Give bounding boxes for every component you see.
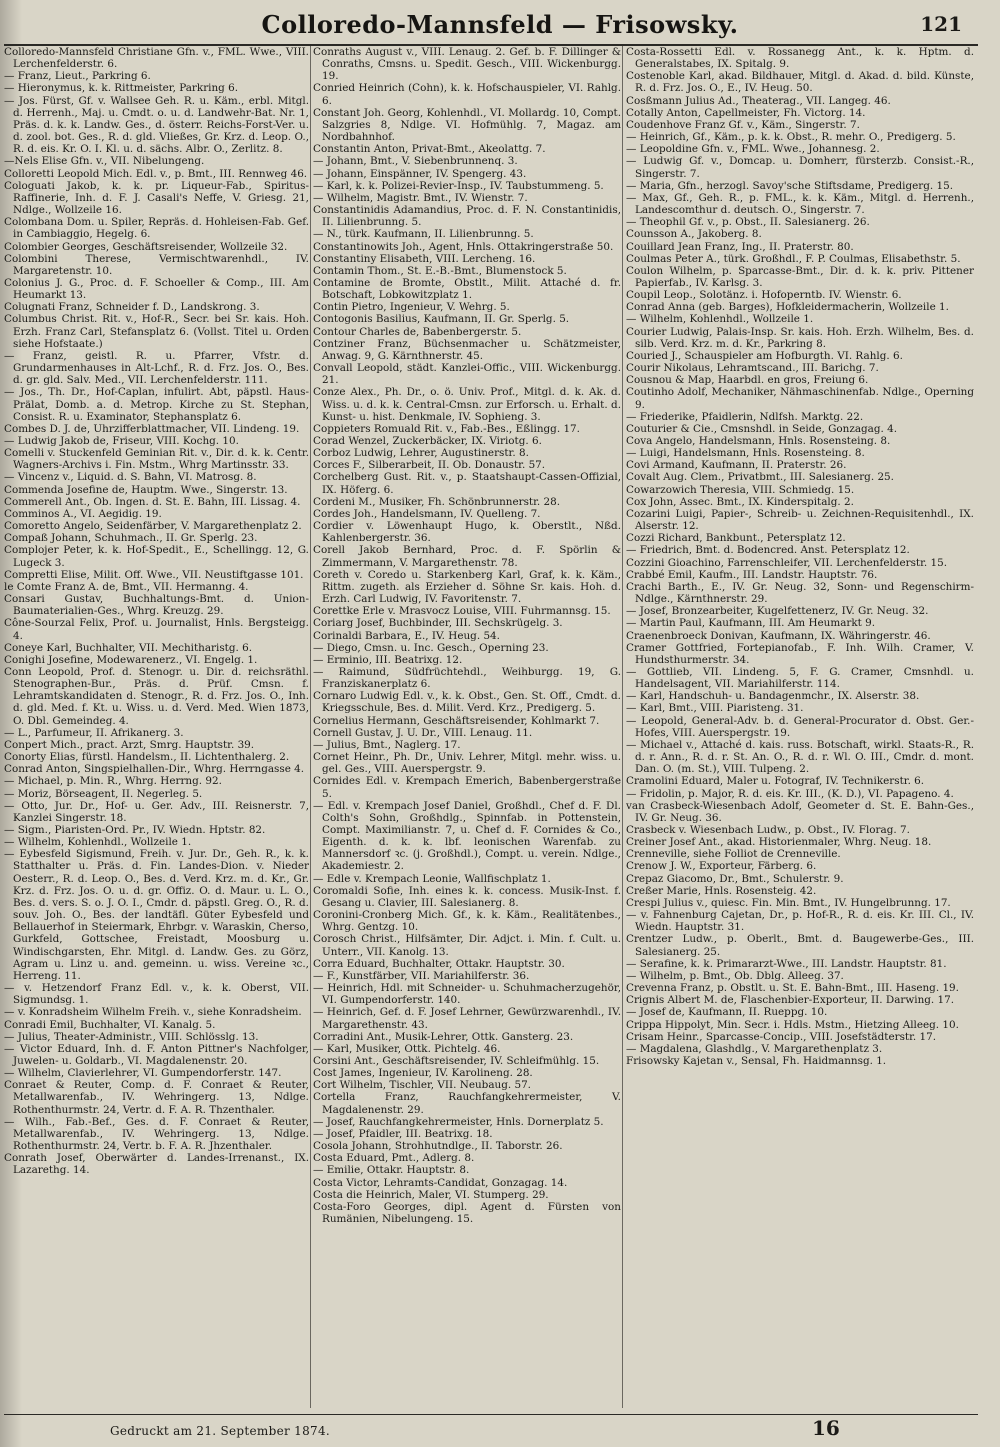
directory-entry: — L., Parfumeur, II. Afrikanerg. 3. bbox=[4, 726, 184, 739]
footer-rule bbox=[4, 1414, 978, 1415]
directory-entry: Colombier Georges, Geschäftsreisender, Wollzeile 32. bbox=[4, 240, 288, 253]
directory-entry: van Crasbeck-Wiesenbach Adolf, Geometer d. St. E. Bahn-Ges., IV. Gr. Neug. 36. bbox=[626, 799, 974, 824]
directory-entry: — Wilhelm, Magistr. Bmt., IV. Wienstr. 7. bbox=[313, 191, 528, 204]
directory-entry: — Karl, Musiker, Ottk. Pichtelg. 46. bbox=[313, 1042, 501, 1055]
directory-entry: Corradini Ant., Musik-Lehrer, Ottk. Gansterg. 23. bbox=[313, 1030, 574, 1043]
directory-entry: Convall Leopold, städt. Kanzlei-Offic., VIII. Wickenburgg. 21. bbox=[313, 362, 621, 387]
directory-entry: Cotally Anton, Capellmeister, Fh. Victorg. 14. bbox=[626, 106, 866, 119]
directory-entry: Cornaro Ludwig Edl. v., k. k. Obst., Gen. St. Off., Cmdt. d. Kriegsschule, Bes. d. Milit. Verd. Krz., Predigerg. 5. bbox=[313, 690, 621, 715]
directory-entry: — Luigi, Handelsmann, Hnls. Rosensteing. 8. bbox=[626, 447, 865, 460]
directory-entry: Corell Jakob Bernhard, Proc. d. F. Spörlin & Zimmermann, V. Margarethenstr. 78. bbox=[313, 544, 621, 569]
directory-entry: — Karl, Bmt., VIII. Piaristeng. 31. bbox=[626, 702, 804, 715]
directory-entry: Cortella Franz, Rauchfangkehrermeister, V. Magdalenenstr. 29. bbox=[313, 1091, 621, 1116]
signature-mark: 16 bbox=[812, 1416, 840, 1440]
directory-entry: Cornet Heinr., Ph. Dr., Univ. Lehrer, Mitgl. mehr. wiss. u. gel. Ges., VIII. Auerspergstr. 9. bbox=[313, 751, 621, 776]
running-title: Colloredo-Mannsfeld — Frisowsky. bbox=[261, 10, 739, 39]
directory-entry: Cox John, Assec. Bmt., IX. Kinderspitalg. 2. bbox=[626, 495, 854, 508]
directory-columns bbox=[4, 46, 976, 1408]
directory-entry: Crepaz Giacomo, Dr., Bmt., Schulerstr. 9. bbox=[626, 872, 844, 885]
directory-entry: Cosßmann Julius Ad., Theaterag., VII. Langeg. 46. bbox=[626, 94, 891, 107]
directory-entry: — Serafine, k. k. Primararzt-Wwe., III. Landstr. Hauptstr. 81. bbox=[626, 957, 947, 970]
directory-entry: Contziner Franz, Büchsenmacher u. Schätzmeister, Anwag. 9, G. Kärnthnerstr. 45. bbox=[313, 337, 621, 362]
column-divider bbox=[310, 46, 311, 1408]
directory-entry: Columbus Christ. Rit. v., Hof-R., Secr. bei Sr. kais. Hoh. Erzh. Franz Carl, Stefansplatz 6. (Vollst. Titel u. Orden siehe Hofstaate.) bbox=[4, 313, 309, 350]
directory-entry: — Ludwig Gf. v., Domcap. u. Domherr, fürsterzb. Consist.-R., Singerstr. 7. bbox=[626, 155, 974, 180]
directory-entry: Conried Heinrich (Cohn), k. k. Hofschauspieler, VI. Rahlg. 6. bbox=[313, 82, 621, 107]
directory-entry: Coppieters Romuald Rit. v., Fab.-Bes., Eßlingg. 17. bbox=[313, 422, 580, 435]
directory-entry: Creiner Josef Ant., akad. Historienmaler, Whrg. Neug. 18. bbox=[626, 836, 932, 849]
directory-entry: — v. Konradsheim Wilhelm Freih. v., siehe Konradsheim. bbox=[4, 1006, 302, 1019]
directory-entry: Constantinowits Joh., Agent, Hnls. Ottakringerstraße 50. bbox=[313, 240, 614, 253]
directory-entry: Cramolini Eduard, Maler u. Fotograf, IV. Technikerstr. 6. bbox=[626, 775, 925, 788]
directory-entry: Corces F., Silberarbeit, II. Ob. Donaustr. 57. bbox=[313, 459, 546, 472]
directory-entry: Corsini Ant., Geschäftsreisender, IV. Schleifmühlg. 15. bbox=[313, 1054, 600, 1067]
directory-entry: — Karl, k. k. Polizei-Revier-Insp., IV. Taubstummeng. 5. bbox=[313, 179, 604, 192]
directory-entry: — Heinrich, Gf., Käm., p. k. k. Obst., R. mehr. O., Predigerg. 5. bbox=[626, 131, 956, 144]
directory-entry: Cornell Gustav, J. U. Dr., VIII. Lenaug. 11. bbox=[313, 726, 533, 739]
directory-entry: — v. Hetzendorf Franz Edl. v., k. k. Oberst, VII. Sigmundsg. 1. bbox=[4, 982, 309, 1007]
directory-entry: Corosch Christ., Hilfsämter, Dir. Adjct. i. Min. f. Cult. u. Unterr., VII. Kanolg. 13. bbox=[313, 933, 621, 958]
directory-entry: Coneye Karl, Buchhalter, VII. Mechitharistg. 6. bbox=[4, 641, 252, 654]
directory-entry: — Victor Eduard, Inh. d. F. Anton Pittner's Nachfolger, Juwelen- u. Goldarb., VI. Magdalenenstr. 20. bbox=[4, 1042, 309, 1067]
directory-entry: — Eybesfeld Sigismund, Freih. v. Jur. Dr., Geh. R., k. k. Statthalter u. Präs. d. Fin. Landes-Dion. v. Nieder Oesterr., R. d. Leop. O., Bes. d. Verd. Krz. m. d. Kr., Gr. Krz. d. Frz. Jos. O. u. d. gr. Offiz. O. d. Maur. u. L. O., Bes. d. vers. S. o. J. O. I., Cmdr. d. päpstl. Greg. O., R. d. souv. Joh. O., Bes. der landtäfl. Güter Eybesfeld und Bellauerhof in Steiermark, Ehrbgr. v. Waraskin, Cherso, Gurkfeld, Gottschee, Freistadt, Moosburg u. Windischgarsten, Ehr. Mitgl. d. Landw. Ges. zu Görz, Agram u. Linz u. and. gemeinn. u. wiss. Vereine ꝛc., Herreng. 11. bbox=[4, 848, 309, 982]
directory-entry: — Fridolin, p. Major, R. d. eis. Kr. III., (K. D.), VI. Papageno. 4. bbox=[626, 787, 954, 800]
directory-entry: Conorty Elias, fürstl. Handelsm., II. Lichtenthalerg. 2. bbox=[4, 751, 290, 764]
directory-entry: Comminos A., VI. Aegidig. 19. bbox=[4, 507, 162, 520]
directory-entry: — Leopoldine Gfn. v., FML. Wwe., Johannesg. 2. bbox=[626, 143, 880, 156]
directory-entry: Coriarg Josef, Buchbinder, III. Sechskrügelg. 3. bbox=[313, 617, 563, 630]
directory-entry: Crisam Heinr., Sparcasse-Concip., VIII. Josefstädterstr. 17. bbox=[626, 1030, 937, 1043]
directory-entry: — Michael, p. Min. R., Whrg. Herrng. 92. bbox=[4, 775, 222, 788]
directory-entry: Crasbeck v. Wiesenbach Ludw., p. Obst., IV. Florag. 7. bbox=[626, 824, 910, 836]
directory-entry: Cône-Sourzal Felix, Prof. u. Journalist, Hnls. Bergsteigg. 4. bbox=[4, 617, 309, 642]
directory-entry: — Wilhelm, Kohlenhdl., Wollzeile 1. bbox=[4, 836, 192, 849]
directory-entry: Corchelberg Gust. Rit. v., p. Staatshaupt-Cassen-Offizial, IX. Höferg. 6. bbox=[313, 471, 621, 496]
directory-entry: — Heinrich, Hdl. mit Schneider- u. Schuhmacherzugehör, VI. Gumpendorferstr. 140. bbox=[313, 982, 621, 1007]
directory-entry: — Friederike, Pfaidlerin, Ndlfsh. Marktg. 22. bbox=[626, 410, 864, 423]
directory-entry: Crentzer Ludw., p. Oberlt., Bmt. d. Baugewerbe-Ges., III. Salesianerg. 25. bbox=[626, 933, 974, 958]
directory-entry: Cordeni M., Musiker, Fh. Schönbrunnerstr. 28. bbox=[313, 495, 561, 508]
directory-entry: Cozzi Richard, Bankbunt., Petersplatz 12. bbox=[626, 532, 846, 545]
column-1 bbox=[4, 46, 309, 1408]
directory-entry: — Josef, Pfaidler, III. Beatrixg. 18. bbox=[313, 1127, 493, 1140]
column-3 bbox=[626, 46, 974, 1408]
directory-entry: Colombini Therese, Vermischtwarenhdl., IV. Margaretenstr. 10. bbox=[4, 252, 309, 277]
directory-entry: Consari Gustav, Buchhaltungs-Bmt. d. Union-Baumaterialien-Ges., Whrg. Kreuzg. 29. bbox=[4, 593, 309, 618]
column-2 bbox=[313, 46, 621, 1408]
directory-entry: Constant Joh. Georg, Kohlenhdl., VI. Mollardg. 10, Compt. Salzgries 8, Ndlge. VI. Hofmühlg. 7, Magaz. am Nordbahnhof. bbox=[313, 106, 621, 144]
directory-entry: — F., Kunstfärber, VII. Mariahilferstr. 36. bbox=[313, 969, 530, 982]
directory-entry: Conighi Josefine, Modewarenerz., VI. Engelg. 1. bbox=[4, 653, 258, 666]
directory-entry: — Moriz, Börseagent, II. Negerleg. 5. bbox=[4, 787, 203, 800]
directory-entry: Couturier & Cie., Cmsnshdl. in Seide, Gonzagag. 4. bbox=[626, 422, 898, 435]
directory-entry: — Leopold, General-Adv. b. d. General-Procurator d. Obst. Ger.-Hofes, VIII. Auerspergstr. 19. bbox=[626, 714, 974, 739]
running-head bbox=[0, 4, 1000, 44]
directory-entry: — Sigm., Piaristen-Ord. Pr., IV. Wiedn. Hptstr. 82. bbox=[4, 824, 266, 836]
directory-entry: Cova Angelo, Handelsmann, Hnls. Rosensteing. 8. bbox=[626, 435, 891, 447]
directory-entry: Costa Victor, Lehramts-Candidat, Gonzagag. 14. bbox=[313, 1176, 568, 1189]
directory-entry: Colonius J. G., Proc. d. F. Schoeller & Comp., III. Am Heumarkt 13. bbox=[4, 276, 309, 302]
directory-entry: Combes D. J. de, Uhrzifferblattmacher, VII. Lindeng. 19. bbox=[4, 422, 300, 435]
directory-entry: Coutinho Adolf, Mechaniker, Nähmaschinenfab. Ndlge., Operning 9. bbox=[626, 386, 974, 411]
directory-entry: Commerell Ant., Ob. Ingen. d. St. E. Bahn, III. Lissag. 4. bbox=[4, 495, 301, 508]
directory-entry: — Gottlieb, VII. Lindeng. 5, F. G. Cramer, Cmsnhdl. u. Handelsagent, VII. Mariahilferstr. 114. bbox=[626, 665, 974, 691]
directory-entry: Couried J., Schauspieler am Hofburgth. VI. Rahlg. 6. bbox=[626, 349, 903, 362]
directory-entry: Cosola Johann, Strohhutndlge., II. Taborstr. 26. bbox=[313, 1140, 563, 1153]
directory-entry: — Franz, Lieut., Parkring 6. bbox=[4, 70, 151, 83]
directory-entry: — Heinrich, Gef. d. F. Josef Lehrner, Gewürzwarenhdl., IV. Margarethenstr. 43. bbox=[313, 1006, 621, 1031]
directory-entry: — Wilh., Fab.-Bef., Ges. d. F. Conraet & Reuter, Metallwarenfab., IV. Wehringerg. 13, Ndlge. Rothenthurmstr. 24, Vertr. b. F. A. R. Jhzenthaler. bbox=[4, 1115, 309, 1153]
directory-entry: Coromaldi Sofie, Inh. eines k. k. concess. Musik-Inst. f. Gesang u. Clavier, III. Salesianerg. 8. bbox=[313, 884, 621, 909]
directory-entry: Crevenna Franz, p. Obstlt. u. St. E. Bahn-Bmt., III. Haseng. 19. bbox=[626, 982, 959, 995]
directory-entry: Colugnati Franz, Schneider f. D., Landskrong. 3. bbox=[4, 301, 260, 314]
directory-entry: Cozarini Luigi, Papier-, Schreib- u. Zeichnen-Requisitenhdl., IX. Alserstr. 12. bbox=[626, 507, 974, 533]
directory-entry: — Karl, Handschuh- u. Bandagenmchr., IX. Alserstr. 38. bbox=[626, 690, 920, 703]
directory-entry: Constantinidis Adamandius, Proc. d. F. N. Constantinidis, II. Lilienbrunng. 5. bbox=[313, 204, 621, 229]
directory-entry: Conrad Anna (geb. Barges), Hofkleidermacherin, Wollzeile 1. bbox=[626, 301, 949, 314]
directory-entry: Cost James, Ingenieur, IV. Karolineng. 28. bbox=[313, 1067, 533, 1080]
directory-entry: Crippa Hippolyt, Min. Secr. i. Hdls. Mstm., Hietzing Alleeg. 10. bbox=[626, 1018, 959, 1031]
directory-entry: — Max, Gf., Geh. R., p. FML., k. k. Käm., Mitgl. d. Herrenh., Landescomthur d. deutsch. O., Singerstr. 7. bbox=[626, 191, 974, 217]
directory-entry: Frisowsky Kajetan v., Sensal, Fh. Haidmannsg. 1. bbox=[626, 1054, 887, 1067]
directory-entry: Covalt Aug. Clem., Privatbmt., III. Salesianerg. 25. bbox=[626, 471, 894, 484]
directory-entry: Coupil Leop., Solotänz. i. Hofoperntb. IV. Wienstr. 6. bbox=[626, 289, 902, 302]
directory-entry: Conrath Josef, Oberwärter d. Landes-Irrenanst., IX. Lazarethg. 14. bbox=[4, 1152, 309, 1177]
directory-entry: — Maria, Gfn., herzogl. Savoy'sche Stiftsdame, Predigerg. 15. bbox=[626, 179, 954, 192]
directory-entry: Costa-Foro Georges, dipl. Agent d. Fürsten von Rumänien, Nibelungeng. 15. bbox=[313, 1200, 621, 1225]
directory-entry: Compaß Johann, Schuhmach., II. Gr. Sperlg. 23. bbox=[4, 532, 258, 545]
directory-entry: Compretti Elise, Milit. Off. Wwe., VII. Neustiftgasse 101. bbox=[4, 568, 304, 581]
directory-entry: — Josef, Bronzearbeiter, Kugelfettenerz, IV. Gr. Neug. 32. bbox=[626, 605, 929, 618]
directory-entry: Conrad Anton, Singspielhallen-Dir., Whrg. Herrngasse 4. bbox=[4, 763, 305, 776]
directory-entry: — Otto, Jur. Dr., Hof- u. Ger. Adv., III. Reisnerstr. 7, Kanzlei Singerstr. 18. bbox=[4, 799, 309, 824]
directory-entry: — Josef, Rauchfangkehrermeister, Hnls. Dornerplatz 5. bbox=[313, 1115, 604, 1128]
directory-entry: Corad Wenzel, Zuckerbäcker, IX. Viriotg. 6. bbox=[313, 435, 542, 447]
directory-entry: Colombana Dom. u. Spiler, Repräs. d. Hohleisen-Fab. Gef. in Cambiaggio, Hegelg. 6. bbox=[4, 216, 309, 241]
directory-entry: Conraet & Reuter, Comp. d. F. Conraet & Reuter, Metallwarenfab., IV. Wehringerg. 13, Ndlge. Rothenthurmstr. 24, Vertr. d. F. A. R. Thzenthaler. bbox=[4, 1079, 309, 1116]
directory-entry: Coronini-Cronberg Mich. Gf., k. k. Käm., Realitätenbes., Whrg. Gentzg. 10. bbox=[313, 909, 621, 934]
print-date-note: Gedruckt am 21. September 1874. bbox=[110, 1424, 331, 1438]
directory-entry: — Jos. Fürst, Gf. v. Wallsee Geh. R. u. Käm., erbl. Mitgl. d. Herrenh., Maj. u. Cmdt. o. u. d. Landwehr-Bat. Nr. 1, Präs. d. k. k. Landw. Ges., d. österr. Reichs-Forst-Ver. u. d. zool. bot. Ges., R. d. gld. Vließes, Gr. Krz. d. Leop. O., R. d. eis. Kr. O. I. Kl. u. d. sächs. Albr. O., Zerlitz. 8. bbox=[4, 94, 309, 156]
directory-entry: Corra Eduard, Buchhalter, Ottakr. Hauptstr. 30. bbox=[313, 957, 565, 970]
directory-entry: Cologuati Jakob, k. k. pr. Liqueur-Fab., Spiritus-Raffinerie, Inh. d. F. J. Casali's Neffe, V. Griesg. 21, Ndlge., Wollzeile 16. bbox=[4, 179, 309, 217]
directory-entry: Crignis Albert M. de, Flaschenbier-Exporteur, II. Darwing. 17. bbox=[626, 994, 955, 1007]
directory-entry: Cort Wilhelm, Tischler, VII. Neubaug. 57. bbox=[313, 1079, 531, 1092]
directory-entry: — Diego, Cmsn. u. Inc. Gesch., Operning 23. bbox=[313, 641, 549, 654]
directory-entry: Comoretto Angelo, Seidenfärber, V. Margarethenplatz 2. bbox=[4, 520, 302, 533]
directory-entry: — Jos., Th. Dr., Hof-Caplan, infulirt. Abt, päpstl. Haus-Prälat, Domb. a. d. Metrop. Kirche zu St. Stephan, Consist. R. u. Examinator, Stephansplatz 6. bbox=[4, 386, 309, 423]
directory-entry: — Erminio, III. Beatrixg. 12. bbox=[313, 653, 463, 666]
directory-entry: — Edle v. Krempach Leonie, Wallfischplatz 1. bbox=[313, 872, 551, 885]
directory-entry: Contamin Thom., St. E.-B.-Bmt., Blumenstock 5. bbox=[313, 264, 567, 277]
directory-entry: — Vincenz v., Liquid. d. S. Bahn, VI. Matrosg. 8. bbox=[4, 471, 257, 484]
directory-entry: Cordes Joh., Handelsmann, IV. Quelleng. 7. bbox=[313, 507, 541, 520]
directory-entry: Constantiny Elisabeth, VIII. Lercheng. 16. bbox=[313, 252, 536, 265]
directory-entry: — Emilie, Ottakr. Hauptstr. 8. bbox=[313, 1164, 470, 1177]
directory-entry: Counsson A., Jakoberg. 8. bbox=[626, 228, 762, 241]
directory-entry: Corboz Ludwig, Lehrer, Augustinerstr. 8. bbox=[313, 447, 529, 460]
directory-entry: Cornides Edl. v. Krempach Emerich, Babenbergerstraße 5. bbox=[313, 775, 621, 800]
directory-entry: — Julius, Theater-Administr., VIII. Schlösslg. 13. bbox=[4, 1030, 259, 1043]
directory-entry: — Magdalena, Glashdlg., V. Margarethenplatz 3. bbox=[626, 1042, 883, 1055]
directory-entry: — Friedrich, Bmt. d. Bodencred. Anst. Petersplatz 12. bbox=[626, 544, 910, 557]
directory-entry: Costa-Rossetti Edl. v. Rossanegg Ant., k. k. Hptm. d. Generalstabes, IX. Spitalg. 9. bbox=[626, 46, 974, 71]
directory-entry: Covi Armand, Kaufmann, II. Praterstr. 26. bbox=[626, 459, 847, 472]
directory-entry: Cramer Gottfried, Fortepianofab., F. Inh. Wilh. Cramer, V. Hundsthurmerstr. 34. bbox=[626, 641, 974, 666]
directory-entry: Colloredo-Mannsfeld Christiane Gfn. v., FML. Wwe., VIII. Lerchenfelderstr. 6. bbox=[4, 46, 309, 71]
directory-entry: Corinaldi Barbara, E., IV. Heug. 54. bbox=[313, 629, 500, 642]
directory-entry: — Josef de, Kaufmann, II. Rueppg. 10. bbox=[626, 1006, 828, 1019]
directory-entry: — Raimund, Südfrüchtehdl., Weihburgg. 19, G. Franziskanerplatz 6. bbox=[313, 665, 621, 691]
directory-entry: Crachi Barth., E., IV. Gr. Neug. 32, Sonn- und Regenschirm-Ndlge., Kärnthnerstr. 29. bbox=[626, 580, 974, 606]
directory-entry: Cordier v. Löwenhaupt Hugo, k. Oberstlt., Nßd. Kahlenbergerstr. 36. bbox=[313, 520, 621, 545]
directory-entry: Comelli v. Stuckenfeld Geminian Rit. v., Dir. d. k. k. Centr. Wagners-Archivs i. Fin. Mstm., Whrg Martinsstr. 33. bbox=[4, 447, 309, 472]
directory-entry: — Ludwig Jakob de, Friseur, VIII. Kochg. 10. bbox=[4, 435, 239, 447]
directory-entry: Corettke Erle v. Mrasvocz Louise, VIII. Fuhrmannsg. 15. bbox=[313, 605, 611, 618]
page-number: 121 bbox=[920, 12, 962, 36]
directory-entry: Cousnou & Map, Haarbdl. en gros, Freiung 6. bbox=[626, 374, 869, 387]
directory-entry: — Michael v., Attaché d. kais. russ. Botschaft, wirkl. Staats-R., R. d. r. Ann., R. d. r. St. An. O., R. d. r. Wl. O. III., Cmdr. d. mont. Dan. O. (m. St.), VIII. Tulpeng. 2. bbox=[626, 738, 974, 776]
directory-entry: Costa Eduard, Pmt., Adlerg. 8. bbox=[313, 1152, 475, 1165]
directory-entry: Coulmas Peter A., türk. Großhdl., F. P. Coulmas, Elisabethstr. 5. bbox=[626, 252, 961, 265]
directory-entry: Coulon Wilhelm, p. Sparcasse-Bmt., Dir. d. k. k. priv. Pittener Papierfab., IV. Karlsg. 3. bbox=[626, 264, 974, 289]
directory-entry: Craenenbroeck Donivan, Kaufmann, IX. Währingerstr. 46. bbox=[626, 629, 931, 642]
directory-entry: Conraths August v., VIII. Lenaug. 2. Gef. b. F. Dillinger & Conraths, Cmsns. u. Spedit. Gesch., VIII. Wickenburgg. 19. bbox=[313, 46, 621, 83]
directory-entry: Commenda Josefine de, Hauptm. Wwe., Singerstr. 13. bbox=[4, 483, 288, 496]
directory-entry: — Franz, geistl. R. u. Pfarrer, Vfstr. d. Grundarmenhauses in Alt-Lchf., R. d. Frz. Jos. O., Bes. d. gr. gld. Salv. Med., VII. Lerchenfelderstr. 111. bbox=[4, 349, 309, 387]
directory-entry: — Wilhelm, Kohlenhdl., Wollzeile 1. bbox=[626, 313, 814, 326]
directory-entry: Contamine de Bromte, Obstlt., Milit. Attaché d. fr. Botschaft, Lobkowitzplatz 1. bbox=[313, 276, 621, 302]
directory-entry: — Julius, Bmt., Naglerg. 17. bbox=[313, 738, 461, 751]
directory-entry: Crespi Julius v., quiesc. Fin. Min. Bmt., IV. Hungelbrunng. 17. bbox=[626, 896, 951, 909]
page-footer bbox=[0, 1408, 1000, 1447]
directory-entry: le Comte Franz A. de, Bmt., VII. Hermanng. 4. bbox=[4, 580, 249, 593]
directory-entry: — N., türk. Kaufmann, II. Lilienbrunng. 5. bbox=[313, 228, 534, 241]
directory-entry: Couillard Jean Franz, Ing., II. Praterstr. 80. bbox=[626, 240, 854, 253]
column-divider bbox=[622, 46, 623, 1408]
directory-entry: — Wilhelm, p. Bmt., Ob. Dblg. Alleeg. 37. bbox=[626, 969, 844, 982]
directory-entry: Crenow J. W., Exporteur, Färberg. 6. bbox=[626, 860, 817, 873]
directory-entry: — Theophil Gf. v., p. Obst., II. Salesianerg. 26. bbox=[626, 216, 870, 229]
directory-entry: Coreth v. Coredo u. Starkenberg Karl, Graf, k. k. Käm., Rittm. zugeth. als Erzieher d. Söhne Sr. kais. Hoh. d. Erzh. Carl Ludwig, IV. Favoritenstr. 7. bbox=[313, 568, 621, 606]
directory-entry: Creßer Marie, Hnls. Rosensteig. 42. bbox=[626, 884, 817, 897]
directory-entry: Conn Leopold, Prof. d. Stenogr. u. Dir. d. reichsräthl. Stenographen-Bur., Präs. d. Prüf. Cmsn. f. Lehramtskandidaten d. Stenogr., R. d. Frz. Jos. O., Inh. d. gld. Med. f. Kt. u. Wiss. u. d. Verd. Med. Wien 1873, O. Dbl. Gemeindeg. 4. bbox=[4, 665, 309, 727]
directory-entry: Costa die Heinrich, Maler, VI. Stumperg. 29. bbox=[313, 1188, 549, 1201]
directory-entry: Cowarzowich Theresia, VIII. Schmiedg. 15. bbox=[626, 483, 855, 496]
directory-entry: Contogonis Basilius, Kaufmann, II. Gr. Sperlg. 5. bbox=[313, 313, 570, 326]
directory-entry: Cornelius Hermann, Geschäftsreisender, Kohlmarkt 7. bbox=[313, 714, 600, 727]
directory-entry: Contin Pietro, Ingenieur, V. Wehrg. 5. bbox=[313, 301, 510, 314]
directory-entry: — Edl. v. Krempach Josef Daniel, Großhdl., Chef d. F. Dl. Colth's Sohn, Großhdlg., Spinnfab. in Pottenstein, Compt. Maximilianstr. 7, u. Chef d. F. Cornides & Co., Eigenth. d. k. k. lbf. leonischen Warenfab. zu Mannersdorf ꝛc. (j. Großhdl.), Compt. u. verein. Ndlge., Akademiestr. 2. bbox=[313, 799, 621, 873]
directory-entry: Colloretti Leopold Mich. Edl. v., p. Bmt., III. Rennweg 46. bbox=[4, 167, 308, 180]
directory-entry: — Johann, Einspänner, IV. Spengerg. 43. bbox=[313, 167, 527, 180]
directory-entry: Conpert Mich., pract. Arzt, Smrg. Hauptstr. 39. bbox=[4, 738, 255, 751]
directory-entry: — Johann, Bmt., V. Siebenbrunnenq. 3. bbox=[313, 155, 518, 168]
directory-entry: Cozzini Gioachino, Farrenschleifer, VII. Lerchenfelderstr. 15. bbox=[626, 556, 948, 569]
directory-entry: — Hieronymus, k. k. Rittmeister, Parkring 6. bbox=[4, 82, 239, 95]
directory-entry: —Nels Elise Gfn. v., VII. Nibelungeng. bbox=[4, 155, 205, 168]
directory-entry: Conradi Emil, Buchhalter, VI. Kanalg. 5. bbox=[4, 1018, 216, 1031]
directory-entry: Crenneville, siehe Folliot de Crenneville. bbox=[626, 848, 841, 861]
directory-entry: Courir Nikolaus, Lehramtscand., III. Barichg. 7. bbox=[626, 362, 879, 375]
directory-entry: Crabbé Emil, Kaufm., III. Landstr. Hauptstr. 76. bbox=[626, 568, 878, 581]
directory-entry: — Wilhelm, Clavierlehrer, VI. Gumpendorferstr. 147. bbox=[4, 1067, 282, 1080]
directory-entry: Courier Ludwig, Palais-Insp. Sr. kais. Hoh. Erzh. Wilhelm, Bes. d. silb. Verd. Krz. m. d. Kr., Parkring 8. bbox=[626, 325, 974, 350]
directory-entry: Coudenhove Franz Gf. v., Käm., Singerstr. 7. bbox=[626, 118, 860, 131]
directory-entry: Contour Charles de, Babenbergerstr. 5. bbox=[313, 325, 522, 338]
directory-entry: — Martin Paul, Kaufmann, III. Am Heumarkt 9. bbox=[626, 617, 876, 630]
directory-entry: Complojer Peter, k. k. Hof-Spedit., E., Schellingg. 12, G. Lugeck 3. bbox=[4, 544, 309, 569]
directory-entry: Conze Alex., Ph. Dr., o. ö. Univ. Prof., Mitgl. d. k. Ak. d. Wiss. u. d. k. k. Central-Cmsn. zur Erforsch. u. Erhalt. d. Kunst- u. hist. Denkmale, IV. Sophieng. 3. bbox=[313, 386, 621, 423]
directory-entry: Constantin Anton, Privat-Bmt., Akeolattg. 7. bbox=[313, 143, 546, 156]
directory-entry: — v. Fahnenburg Cajetan, Dr., p. Hof-R., R. d. eis. Kr. III. Cl., IV. Wiedn. Hauptstr. 31. bbox=[626, 909, 974, 934]
directory-entry: Costenoble Karl, akad. Bildhauer, Mitgl. d. Akad. d. bild. Künste, R. d. Frz. Jos. O., E., IV. Heug. 50. bbox=[626, 70, 974, 95]
